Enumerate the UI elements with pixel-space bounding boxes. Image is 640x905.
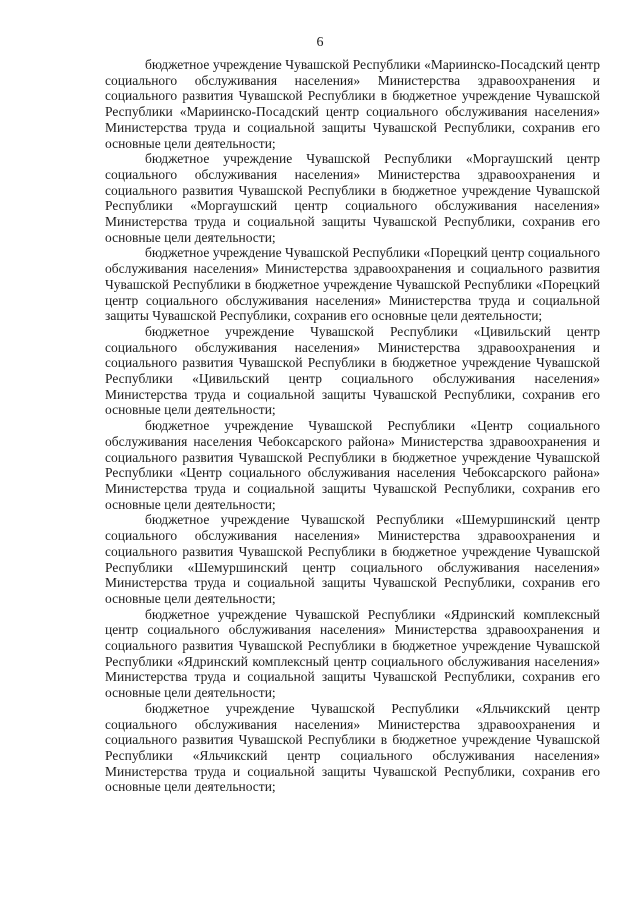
- paragraph: бюджетное учреждение Чувашской Республики «Шемуршинский центр социального обслуживания населения» Министерства здравоохранения и социального развития Чувашской Республики в бюджетное учреждение Чувашской Республики «Шемуршинский центр социального обслуживания населения» Министерства труда и социальной защиты Чувашской Республики, сохранив его основные цели деятельности;: [105, 512, 600, 606]
- paragraph: бюджетное учреждение Чувашской Республики «Моргаушский центр социального обслуживания населения» Министерства здравоохранения и социального развития Чувашской Республики в бюджетное учреждение Чувашской Республики «Моргаушский центр социального обслуживания населения» Министерства труда и социальной защиты Чувашской Республики, сохранив его основные цели деятельности;: [105, 151, 600, 245]
- page-number: 6: [316, 35, 324, 50]
- paragraph: бюджетное учреждение Чувашской Республики «Яльчикский центр социального обслуживания населения» Министерства здравоохранения и социального развития Чувашской Республики в бюджетное учреждение Чувашской Республики «Яльчикский центр социального обслуживания населения» Министерства труда и социальной защиты Чувашской Республики, сохранив его основные цели деятельности;: [105, 700, 600, 795]
- paragraph: бюджетное учреждение Чувашской Республики «Ядринский комплексный центр социального обслуживания населения» Министерства здравоохранения и социального развития Чувашской Республики в бюджетное учреждение Чувашской Республики «Ядринский комплексный центр социального обслуживания населения» Министерства труда и социальной защиты Чувашской Республики, сохранив его основные цели деятельности;: [105, 606, 600, 701]
- paragraph: бюджетное учреждение Чувашской Республики «Мариинско-Посадский центр социального обслуживания населения» Министерства здравоохранения и социального развития Чувашской Республики в бюджетное учреждение Чувашской Республики «Мариинско-Посадский центр социального обслуживания населения» Министерства труда и социальной защиты Чувашской Республики, сохранив его основные цели деятельности;: [105, 57, 600, 151]
- paragraph: бюджетное учреждение Чувашской Республики «Порецкий центр социального обслуживания населения» Министерства здравоохранения и социального развития Чувашской Республики в бюджетное учреждение Чувашской Республики «Порецкий центр социального обслуживания населения» Министерства труда и социальной защиты Чувашской Республики, сохранив его основные цели деятельности;: [105, 245, 600, 324]
- paragraph: бюджетное учреждение Чувашской Республики «Цивильский центр социального обслуживания населения» Министерства здравоохранения и социального развития Чувашской Республики в бюджетное учреждение Чувашской Республики «Цивильский центр социального обслуживания населения» Министерства труда и социальной защиты Чувашской Республики, сохранив его основные цели деятельности;: [105, 323, 600, 418]
- paragraph: бюджетное учреждение Чувашской Республики «Центр социального обслуживания населения Чебоксарского района» Министерства здравоохранения и социального развития Чувашской Республики в бюджетное учреждение Чувашской Республики «Центр социального обслуживания населения Чебоксарского района» Министерства труда и социальной защиты Чувашской Республики, сохранив его основные цели деятельности;: [105, 418, 600, 512]
- document-body: [105, 57, 600, 795]
